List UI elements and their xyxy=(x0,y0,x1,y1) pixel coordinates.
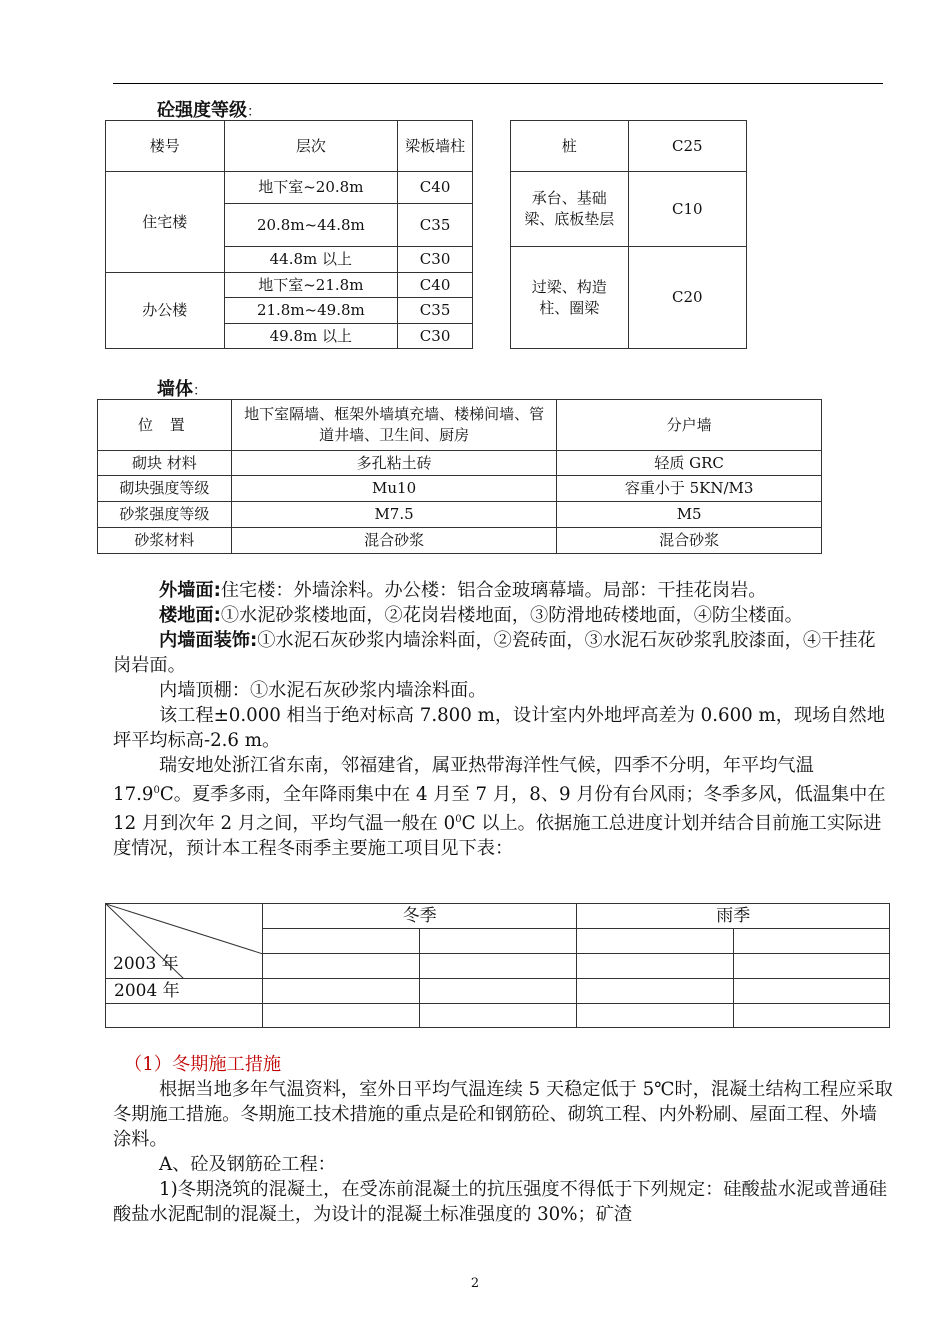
year-2004: 2004 年 xyxy=(106,979,263,1004)
table-cell: 砌块强度等级 xyxy=(98,476,232,502)
concrete-heading: 砼强度等级： xyxy=(157,100,261,121)
winter-paragraph-1: 根据当地多年气温资料，室外日平均气温连续 5 天稳定低于 5℃时，混凝土结构工程应采取冬期施工措施。冬期施工技术措施的重点是砼和钢筋砼、砌筑工程、内外粉刷、屋面工程、外墙涂料。 xyxy=(113,1079,893,1150)
season-table xyxy=(105,903,890,1028)
table-cell: M7.5 xyxy=(231,502,557,528)
table-cell: 44.8m 以上 xyxy=(224,247,398,273)
table-cell: 地下室隔墙、框架外墙填充墙、楼梯间墙、管道井墙、卫生间、厨房 xyxy=(231,400,557,451)
table-cell: C40 xyxy=(398,172,473,204)
table-cell: 49.8m 以上 xyxy=(224,324,398,349)
floor-paragraph: 楼地面:①水泥砂浆楼地面，②花岗岩楼地面，③防滑地砖楼地面，④防尘楼面。 xyxy=(159,605,803,626)
exterior-paragraph: 外墙面:住宅楼：外墙涂料。办公楼：铝合金玻璃幕墙。局部：干挂花岗岩。 xyxy=(159,580,767,601)
table-cell: 地下室~21.8m xyxy=(224,273,398,298)
table-cell: 混合砂浆 xyxy=(231,528,557,554)
table-cell: 砂浆强度等级 xyxy=(98,502,232,528)
table-cell: M5 xyxy=(557,502,822,528)
table-cell: 砌块 材料 xyxy=(98,451,232,476)
winter-header: 冬季 xyxy=(262,904,577,929)
table-cell: 地下室~20.8m xyxy=(224,172,398,204)
table-cell: 多孔粘土砖 xyxy=(231,451,557,476)
rainy-header: 雨季 xyxy=(577,904,890,929)
description-block xyxy=(113,578,893,861)
table-cell: C30 xyxy=(398,324,473,349)
elevation-paragraph: 该工程±0.000 相当于绝对标高 7.800 m，设计室内外地坪高差为 0.600 m，现场自然地坪平均标高-2.6 m。 xyxy=(113,705,885,751)
wall-heading: 墙体： xyxy=(157,379,207,400)
table-cell: Mu10 xyxy=(231,476,557,502)
table-cell: 轻质 GRC xyxy=(557,451,822,476)
table-cell: 分户墙 xyxy=(557,400,822,451)
winter-section-title: （1）冬期施工措施 xyxy=(124,1054,282,1075)
table-cell: 21.8m~49.8m xyxy=(224,298,398,324)
table-cell: 承台、基础梁、底板垫层 xyxy=(511,172,629,247)
table-cell: 桩 xyxy=(511,121,629,172)
header-building: 楼号 xyxy=(106,121,225,172)
table-cell: 过梁、构造柱、圈梁 xyxy=(511,247,629,349)
page-number: 2 xyxy=(470,1276,480,1291)
table-cell: C40 xyxy=(398,273,473,298)
concrete-side-table xyxy=(510,120,747,349)
table-cell: 位 置 xyxy=(98,400,232,451)
table-cell: C10 xyxy=(628,172,746,247)
table-cell: C20 xyxy=(628,247,746,349)
header-rule xyxy=(113,83,883,84)
table-cell: 砂浆材料 xyxy=(98,528,232,554)
header-level: 层次 xyxy=(224,121,398,172)
table-cell: 混合砂浆 xyxy=(557,528,822,554)
office-label: 办公楼 xyxy=(106,273,225,349)
winter-paragraph-2: A、砼及钢筋砼工程： xyxy=(159,1154,336,1175)
table-cell: 20.8m~44.8m xyxy=(224,204,398,247)
winter-section xyxy=(113,1052,893,1227)
table-cell: C30 xyxy=(398,247,473,273)
year-2003: 2003 年 xyxy=(113,954,179,974)
table-cell: C25 xyxy=(628,121,746,172)
winter-paragraph-3: 1)冬期浇筑的混凝土，在受冻前混凝土的抗压强度不得低于下列规定：硅酸盐水泥或普通硅酸盐水泥配制的混凝土，为设计的混凝土标准强度的 30%；矿渣 xyxy=(113,1179,887,1225)
residential-label: 住宅楼 xyxy=(106,172,225,273)
wall-table xyxy=(97,399,822,554)
concrete-grade-table xyxy=(105,120,473,349)
table-cell: 容重小于 5KN/M3 xyxy=(557,476,822,502)
header-component: 梁板墙柱 xyxy=(398,121,473,172)
table-cell: C35 xyxy=(398,204,473,247)
interior-paragraph: 内墙面装饰:①水泥石灰砂浆内墙涂料面，②瓷砖面，③水泥石灰砂浆乳胶漆面，④干挂花岗岩面。 xyxy=(113,630,876,676)
climate-paragraph: 瑞安地处浙江省东南，邻福建省，属亚热带海洋性气候，四季不分明，年平均气温 17.9$^0$C。夏季多雨，全年降雨集中在 4 月至 7 月，8、9 月份有台风雨；冬季多风，低温集中在 12 月到次年 2 月之间，平均气温一般在 $0^0C$ 以上。依据施工总进度计划并结合目前施工实际进度情况，预计本工程冬雨季主要施工项目见下表： xyxy=(113,755,886,860)
ceiling-paragraph: 内墙顶棚：①水泥石灰砂浆内墙涂料面。 xyxy=(159,680,487,701)
table-cell: C35 xyxy=(398,298,473,324)
